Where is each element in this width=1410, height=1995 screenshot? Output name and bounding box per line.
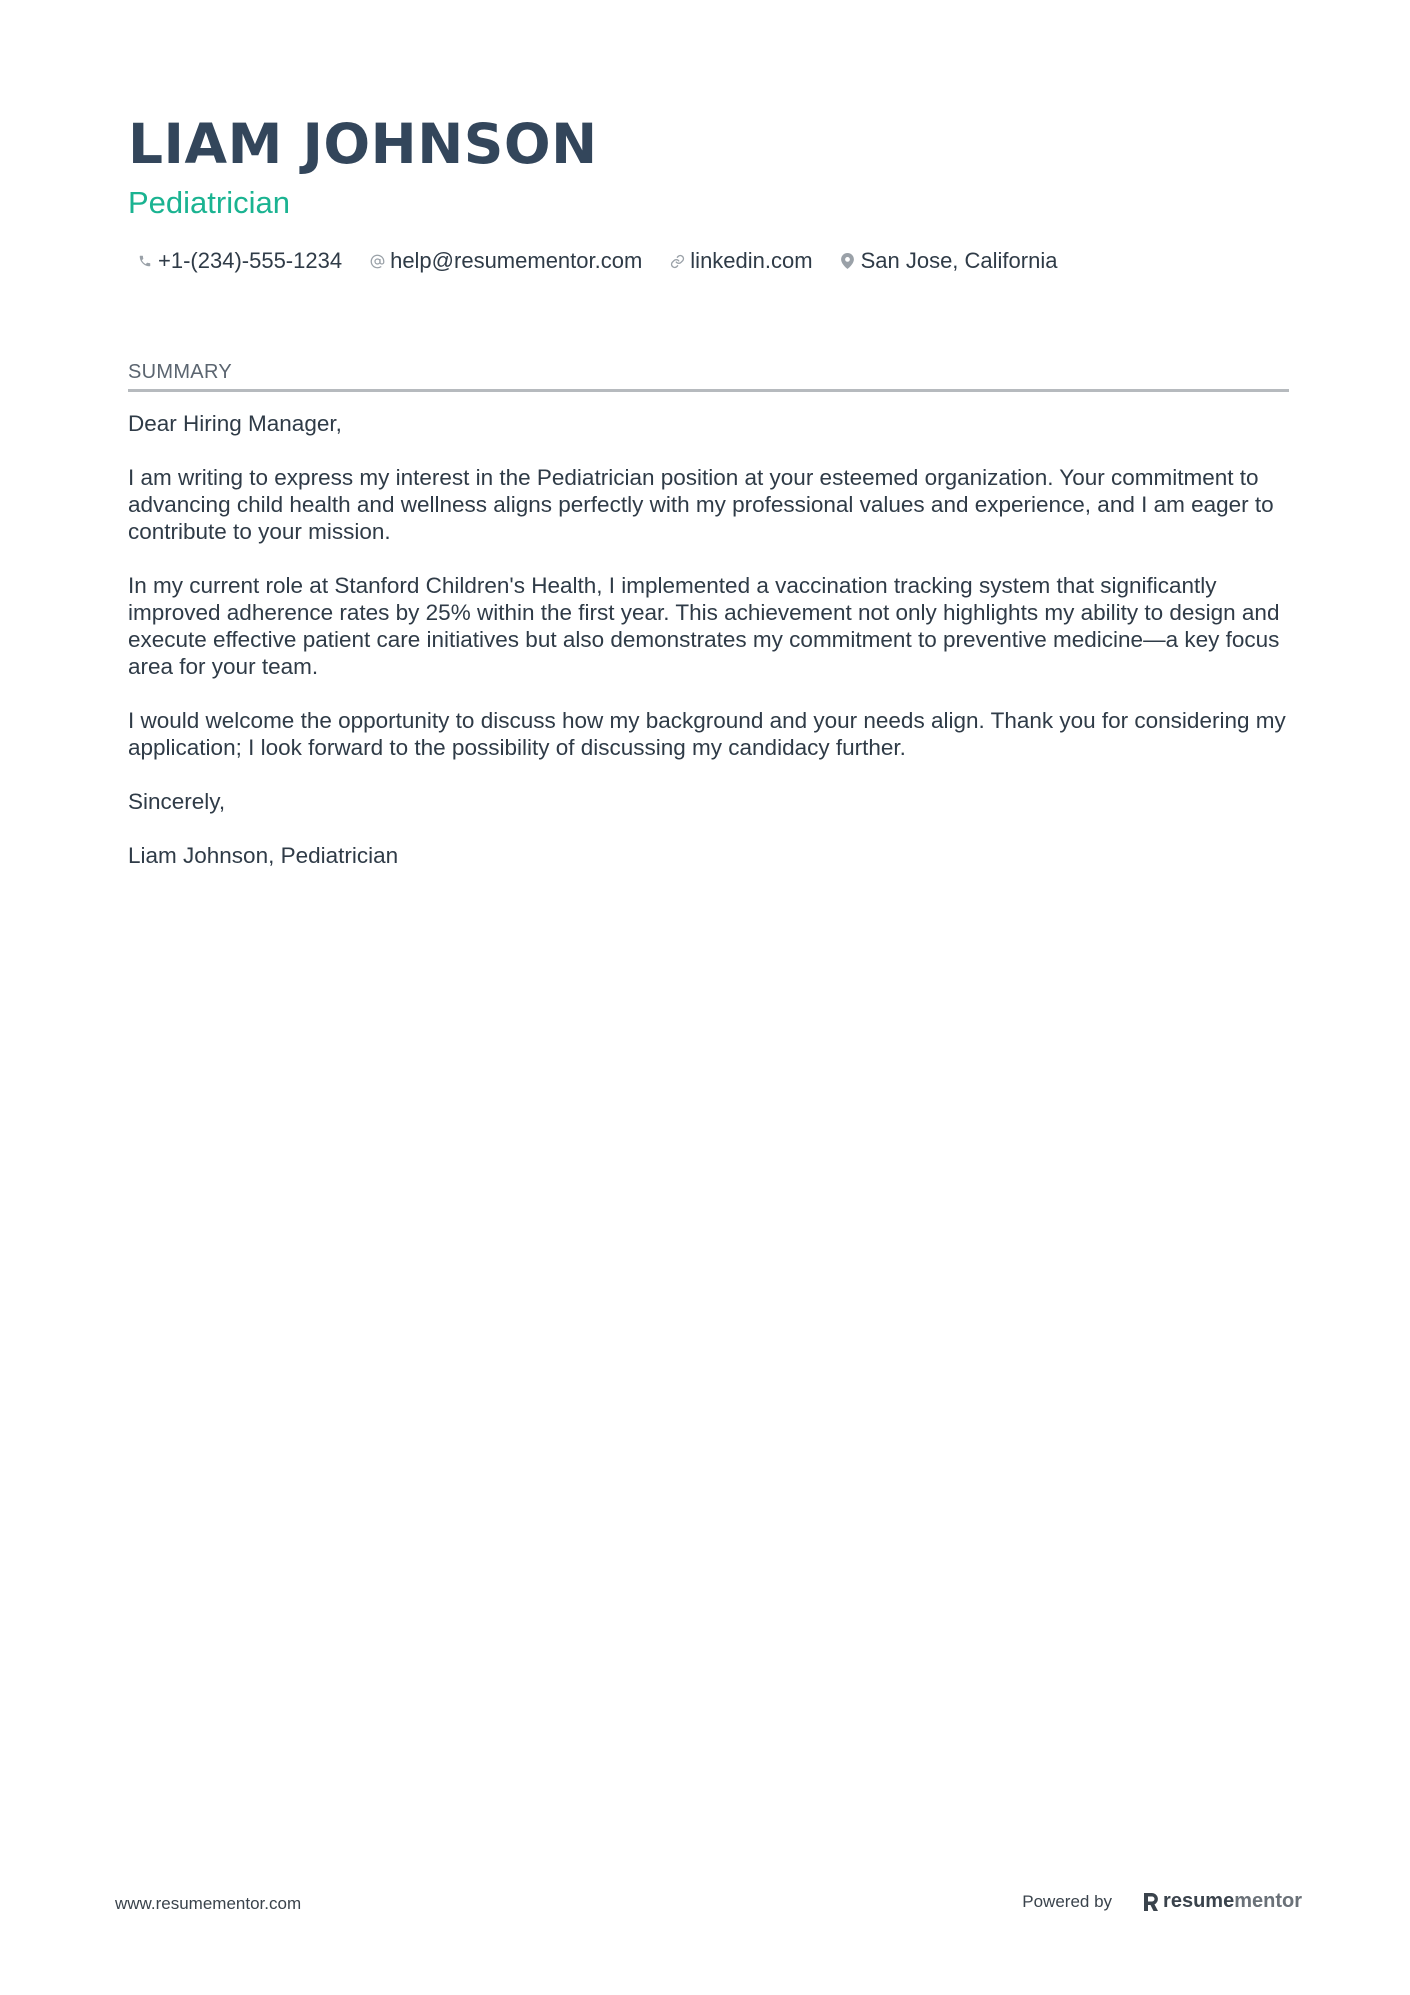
job-title: Pediatrician [128, 185, 290, 220]
letter-closing: Sincerely, [128, 789, 226, 814]
logo-text-light: mentor [1234, 1890, 1302, 1912]
contact-website[interactable] [668, 247, 812, 275]
link-icon [668, 251, 686, 271]
contact-location [839, 247, 1058, 275]
footer-branding [1022, 1890, 1302, 1913]
email-text: help@resumementor.com [390, 248, 643, 273]
at-sign-icon [368, 251, 386, 271]
website-text: linkedin.com [690, 248, 813, 273]
map-pin-icon [839, 251, 857, 271]
footer-website[interactable]: www.resumementor.com [115, 1894, 302, 1913]
location-text: San Jose, California [860, 248, 1058, 273]
summary-section [128, 360, 1289, 896]
resumementor-logo[interactable] [1142, 1890, 1302, 1913]
resumementor-logo-icon [1142, 1892, 1160, 1912]
letter-paragraph: In my current role at Stanford Children's Health, I implemented a vaccination tracking system that significantly improved adherence rates by 25% within the first year. This achievement not only highlights my ability to design and execute effective patient care initiatives but also demonstrates my commitment to preventive medicine—a key focus area for your team. [128, 573, 1280, 679]
header [128, 110, 1288, 275]
contact-phone [136, 247, 342, 275]
section-title: SUMMARY [128, 360, 1289, 392]
letter-signature: Liam Johnson, Pediatrician [128, 843, 399, 868]
letter-paragraph: I would welcome the opportunity to discuss how my background and your needs align. Thank you for considering my application; I look forward to the possibility of discussing my candidacy further. [128, 708, 1286, 760]
contact-info [128, 247, 1288, 275]
letter-paragraph: I am writing to express my interest in the Pediatrician position at your esteemed organization. Your commitment to advancing child health and wellness aligns perfectly with my professional values and experience, and I am eager to contribute to your mission. [128, 465, 1274, 544]
phone-icon [136, 251, 154, 271]
powered-by-label: Powered by [1022, 1891, 1113, 1911]
contact-email[interactable] [368, 247, 642, 275]
letter-body [128, 410, 1289, 869]
candidate-name: LIAM JOHNSON [128, 112, 598, 176]
logo-text-bold: resume [1163, 1890, 1235, 1912]
letter-greeting: Dear Hiring Manager, [128, 411, 342, 436]
phone-text: +1-(234)-555-1234 [158, 248, 343, 273]
